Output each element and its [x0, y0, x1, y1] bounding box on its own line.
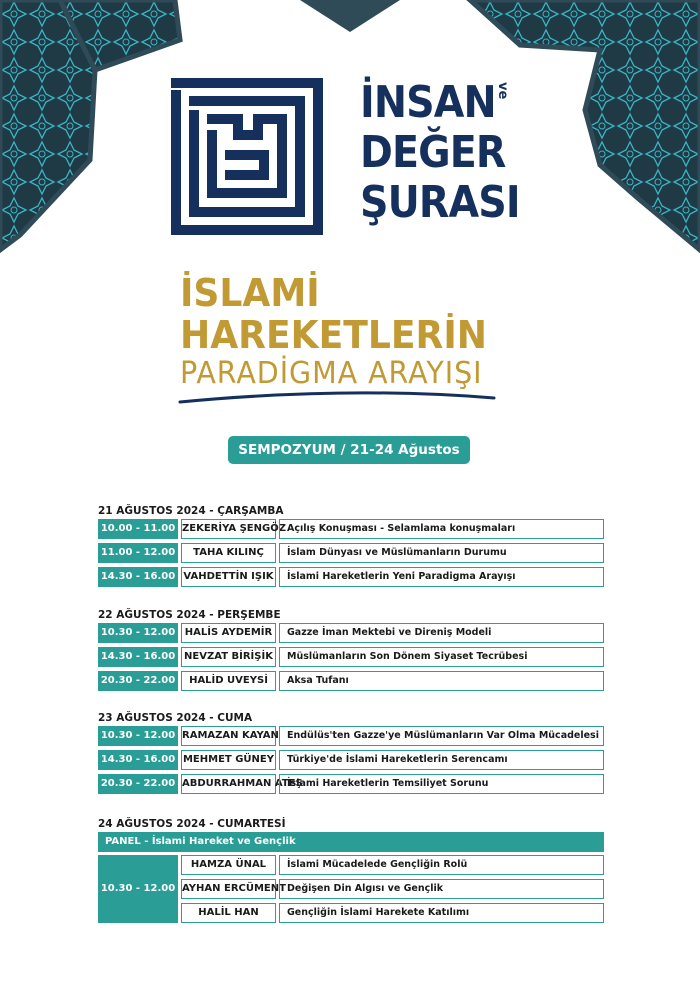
session-time: 10.30 - 12.00	[98, 623, 178, 643]
session-topic: Aksa Tufanı	[279, 671, 604, 691]
session-row	[98, 774, 604, 794]
session-topic: Gençliğin İslami Harekete Katılımı	[279, 903, 604, 923]
session-speaker: MEHMET GÜNEY	[181, 750, 276, 770]
day-block-4	[98, 816, 604, 927]
session-time: 20.30 - 22.00	[98, 671, 178, 691]
session-row	[98, 647, 604, 667]
session-time: 10.30 - 12.00	[98, 726, 178, 746]
session-row	[98, 726, 604, 746]
day-title: 22 AĞUSTOS 2024 - PERŞEMBE	[98, 609, 281, 621]
session-speaker: NEVZAT BİRİŞİK	[181, 647, 276, 667]
session-row	[98, 623, 604, 643]
title-line-3: PARADİGMA ARAYIŞI	[180, 356, 483, 391]
session-topic: Gazze İman Mektebi ve Direniş Modeli	[279, 623, 604, 643]
session-topic: Değişen Din Algısı ve Gençlik	[279, 879, 604, 899]
session-speaker: HALİL HAN	[181, 903, 276, 923]
session-topic: Endülüs'ten Gazze'ye Müslümanların Var Olma Mücadelesi	[279, 726, 604, 746]
panel-row	[178, 855, 604, 875]
session-time: 14.30 - 16.00	[98, 750, 178, 770]
session-speaker: ABDURRAHMAN ATEŞ	[181, 774, 276, 794]
day-title: 21 AĞUSTOS 2024 - ÇARŞAMBA	[98, 505, 284, 517]
title-underline-swoosh	[178, 388, 518, 408]
session-time: 14.30 - 16.00	[98, 647, 178, 667]
event-date-pill: SEMPOZYUM / 21-24 Ağustos 2024	[228, 436, 470, 464]
day-block-1	[98, 503, 604, 591]
session-row	[98, 567, 604, 587]
islamic-pattern-decoration	[0, 0, 700, 260]
session-time: 11.00 - 12.00	[98, 543, 178, 563]
session-speaker: HAMZA ÜNAL	[181, 855, 276, 875]
session-topic: Türkiye'de İslami Hareketlerin Serencamı	[279, 750, 604, 770]
panel-row	[178, 879, 604, 899]
session-topic: İslami Hareketlerin Temsiliyet Sorunu	[279, 774, 604, 794]
panel-rows	[178, 855, 604, 927]
session-topic: İslami Hareketlerin Yeni Paradigma Arayışı	[279, 567, 604, 587]
session-topic: Müslümanların Son Dönem Siyaset Tecrübesi	[279, 647, 604, 667]
title-line-1: İSLAMİ	[180, 271, 320, 315]
session-speaker: HALİD UVEYSİ	[181, 671, 276, 691]
session-topic: İslami Mücadelede Gençliğin Rolü	[279, 855, 604, 875]
day-title: 23 AĞUSTOS 2024 - CUMA	[98, 712, 253, 724]
session-topic: İslam Dünyası ve Müslümanların Durumu	[279, 543, 604, 563]
session-time: 14.30 - 16.00	[98, 567, 178, 587]
panel-row	[178, 903, 604, 923]
session-row	[98, 671, 604, 691]
logo-kufic-mark	[168, 75, 328, 240]
session-time: 10.00 - 11.00	[98, 519, 178, 539]
session-speaker: ZEKERİYA ŞENGÖZ	[181, 519, 276, 539]
title-line-2: HAREKETLERİN	[180, 313, 487, 357]
session-row	[98, 519, 604, 539]
day-block-2	[98, 607, 604, 695]
session-speaker: AYHAN ERCÜMENT	[181, 879, 276, 899]
session-time: 20.30 - 22.00	[98, 774, 178, 794]
logo-wordmark	[360, 78, 537, 228]
logo-line-deger: DEĞER	[360, 127, 506, 178]
session-speaker: TAHA KILINÇ	[181, 543, 276, 563]
session-speaker: RAMAZAN KAYAN	[181, 726, 276, 746]
session-row	[98, 543, 604, 563]
logo-line-surasi: ŞURASI	[360, 177, 520, 228]
session-row	[98, 750, 604, 770]
session-speaker: VAHDETTİN IŞIK	[181, 567, 276, 587]
panel-title-bar: PANEL - İslami Hareket ve Gençlik	[98, 832, 604, 852]
panel-grid	[98, 855, 604, 927]
session-topic: Açılış Konuşması - Selamlama konuşmaları	[279, 519, 604, 539]
day-title: 24 AĞUSTOS 2024 - CUMARTESİ	[98, 818, 286, 830]
event-title	[180, 272, 503, 392]
day-block-3	[98, 710, 604, 798]
logo-line-insan: İNSAN	[360, 77, 496, 128]
logo-ve: ve	[495, 82, 510, 100]
panel-time: 10.30 - 12.00	[98, 855, 178, 923]
session-speaker: HALİS AYDEMİR	[181, 623, 276, 643]
